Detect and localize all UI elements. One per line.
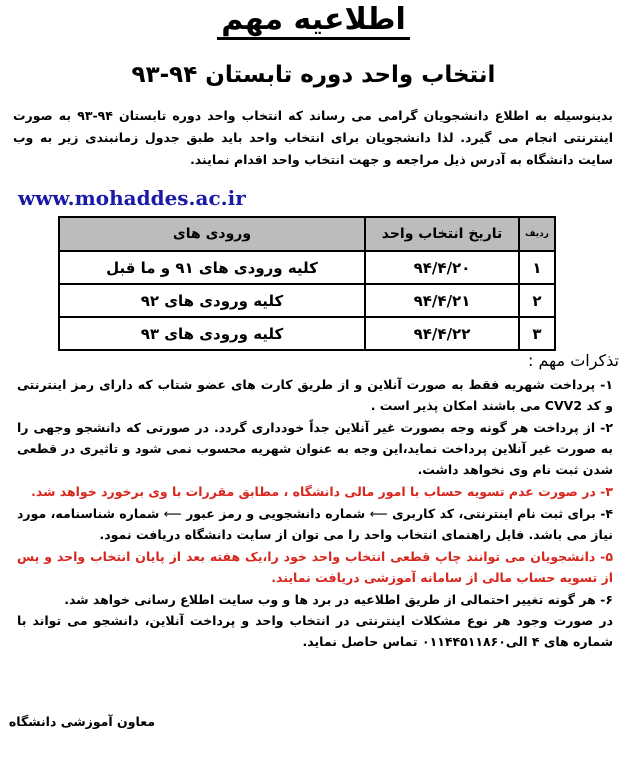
note-7: در صورت وجود هر نوع مشکلات اینترنتی در انتخاب واحد و پرداخت آنلاین، دانشجو می تواند با شماره های ۴ الی۰۱۱۴۴۵۱۱۸۶۰ تماس حاصل نماید.: [17, 613, 613, 649]
cell-row-number: ۳: [519, 317, 555, 350]
header-date: تاریخ انتخاب واحد: [365, 217, 519, 251]
table-row: [59, 317, 555, 350]
note-4-part-3: شماره شناسنامه، مورد نیاز می باشد. فایل راهنمای انتخاب واحد را می توان از سایت دانشگاه دریافت نمود.: [17, 506, 613, 542]
signature: معاون آموزشی دانشگاه: [8, 714, 155, 729]
note-4-part-1: ۴- برای ثبت نام اینترنتی، کد کاربری: [392, 506, 614, 521]
note-5: ۵- دانشجویان می توانند چاپ قطعی انتخاب واحد خود را،یک هفته بعد از پایان انتخاب واحد و پس از تسویه حساب مالی از سامانه آموزشی دریافت نمایند.: [17, 549, 613, 585]
cell-entries: کلیه ورودی های ۹۲: [59, 284, 365, 317]
table-row: [59, 251, 555, 284]
cell-row-number: ۲: [519, 284, 555, 317]
arrow-left-icon: ⟵: [369, 506, 388, 521]
cell-entries: کلیه ورودی های ۹۳: [59, 317, 365, 350]
note-4: [17, 503, 613, 545]
website-link[interactable]: www.mohaddes.ac.ir: [18, 186, 246, 210]
cell-date: ۹۴/۴/۲۲: [365, 317, 519, 350]
cell-date: ۹۴/۴/۲۱: [365, 284, 519, 317]
notes-heading: تذکرات مهم :: [528, 351, 619, 370]
schedule-table: [58, 216, 556, 351]
page-subtitle: انتخاب واحد دوره تابستان ۹۴-۹۳: [131, 62, 496, 88]
table-header-row: [59, 217, 555, 251]
note-2: ۲- از پرداخت هر گونه وجه بصورت غیر آنلاین جداً خودداری گردد. در صورتی که دانشجو وجهی را به صورت غیر آنلاین پرداخت نماید،این وجه به عنوان شهریه محسوب نمی شود و تاثیری در قطعی شدن ثبت نام وی نخواهد داشت.: [17, 420, 613, 477]
cell-date: ۹۴/۴/۲۰: [365, 251, 519, 284]
table-row: [59, 284, 555, 317]
arrow-left-icon: ⟵: [163, 506, 182, 521]
note-6: ۶- هر گونه تغییر احتمالی از طریق اطلاعیه در برد ها و وب سایت اطلاع رسانی خواهد شد.: [64, 592, 613, 607]
intro-paragraph: بدینوسیله به اطلاع دانشجویان گرامی می رساند که انتخاب واحد دوره تابستان ۹۴-۹۳ به صورت اینترنتی انجام می گیرد. لذا دانشجویان برای انتخاب واحد باید طبق جدول زمانبندی زیر به وب سایت دانشگاه به آدرس ذیل مراجعه و جهت انتخاب واحد اقدام نمایند.: [13, 108, 613, 167]
cell-entries: کلیه ورودی های ۹۱ و ما قبل: [59, 251, 365, 284]
note-4-part-2: شماره دانشجویی و رمز عبور: [186, 506, 366, 521]
notes-list: [17, 374, 613, 652]
header-row-number: ردیف: [519, 217, 555, 251]
note-3: ۳- در صورت عدم تسویه حساب با امور مالی دانشگاه ، مطابق مقررات با وی برخورد خواهد شد.: [31, 484, 613, 499]
cell-row-number: ۱: [519, 251, 555, 284]
header-entries: ورودی های: [59, 217, 365, 251]
page-title: اطلاعیه مهم: [0, 0, 627, 40]
note-1: ۱- پرداخت شهریه فقط به صورت آنلاین و از طریق کارت های عضو شتاب که دارای رمز اینترنتی و کد CVV2 می باشند امکان پذیر است .: [17, 377, 613, 413]
